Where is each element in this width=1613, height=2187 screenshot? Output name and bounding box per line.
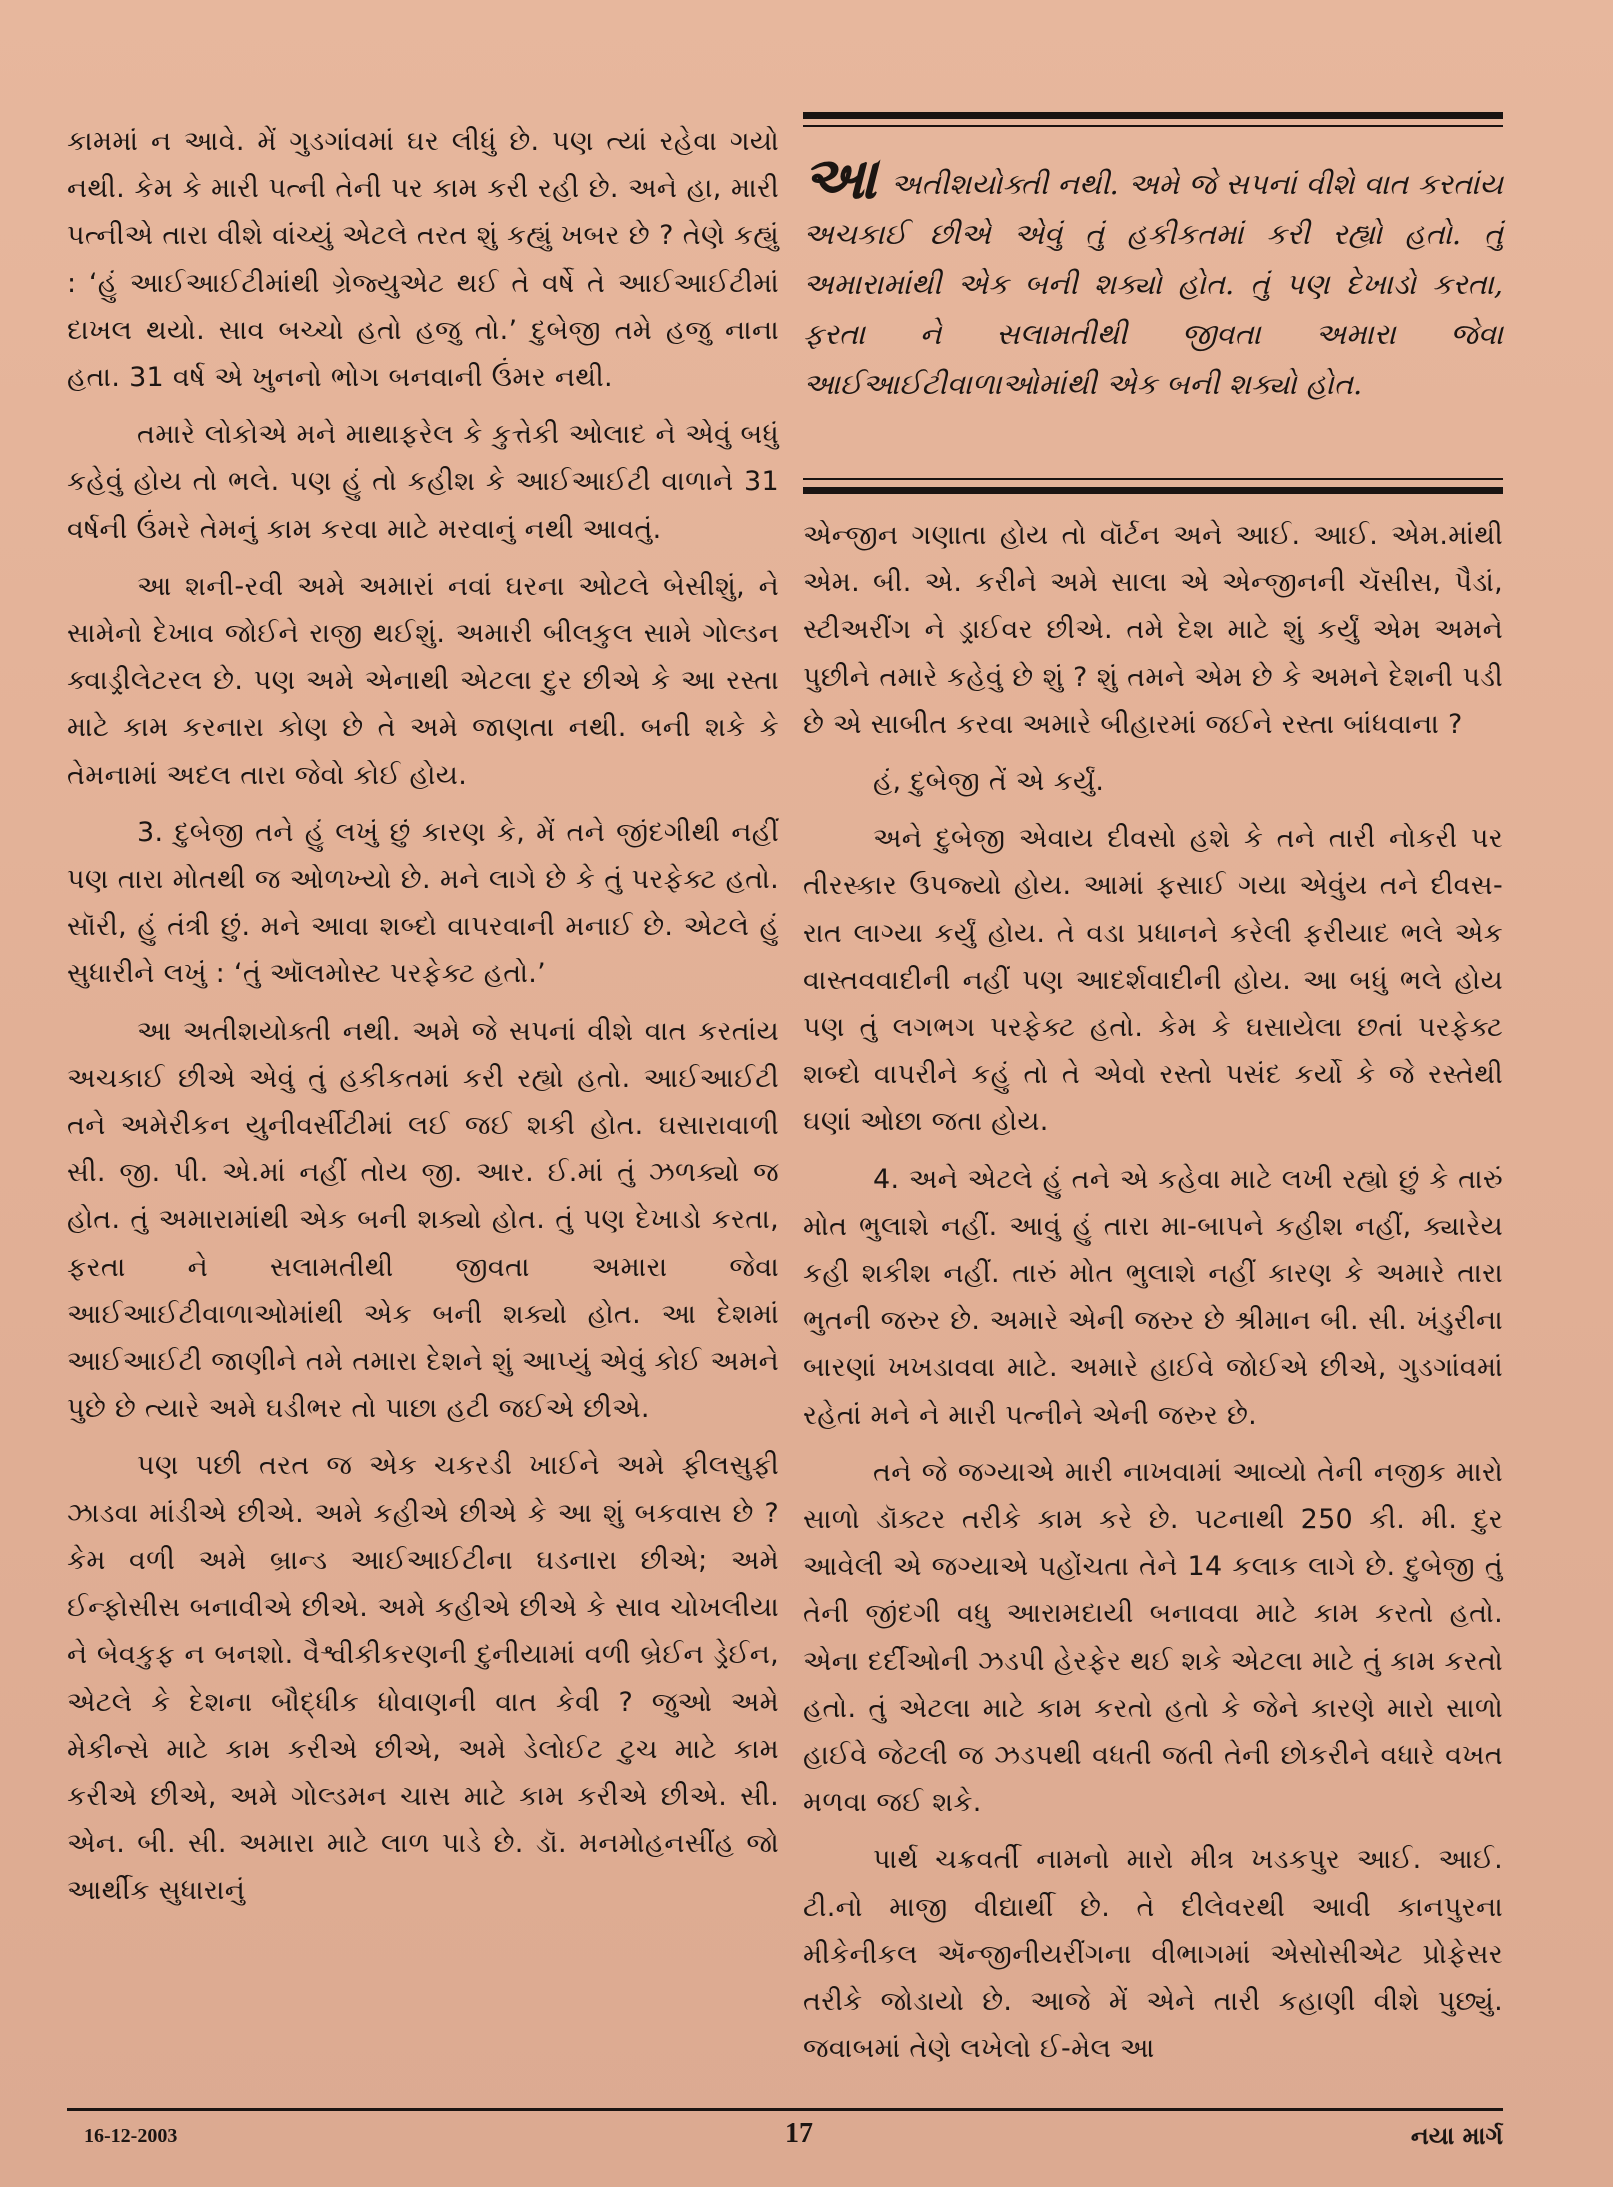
right-paragraph-4: 4. અને એટલે હું તને એ કહેવા માટે લખી રહ્યો છું કે તારું મોત ભુલાશે નહીં. આવું હું તારા મા-બાપને કહીશ નહીં, ક્યારેય કહી શકીશ નહીં. તારું મોત ભુલાશે નહીં કારણ કે અમારે તારા ભુતની જરુર છે. અમારે એની જરુર છે શ્રીમાન બી. સી. ખંડુરીના બારણાં ખખડાવવા માટે. અમારે હાઈવે જોઈએ છીએ, ગુડગાંવમાં રહેતાં મને ને મારી પત્નીને એની જરુર છે. xyxy=(803,1163,1503,1431)
pull-quote-top-thin-rule xyxy=(803,125,1503,127)
page-number: 17 xyxy=(785,2118,813,2149)
right-paragraph-2: હં, દુબેજી તેં એ કર્યું. xyxy=(873,766,1105,798)
footer-rule xyxy=(67,2108,1503,2111)
right-paragraph-5: તને જે જગ્યાએ મારી નાખવામાં આવ્યો તેની નજીક મારો સાળો ડૉક્ટર તરીકે કામ કરે છે. પટનાથી 250 કી. મી. દુર આવેલી એ જગ્યાએ પહોંચતા તેને 14 કલાક લાગે છે. દુબેજી તું તેની જીંદગી વધુ આરામદાયી બનાવવા માટે કામ કરતો હતો. એના દર્દીઓની ઝડપી હેરફેર થઈ શકે એટલા માટે તું કામ કરતો હતો. તું એટલા માટે કામ કરતો હતો કે જેને કારણે મારો સાળો હાઈવે જેટલી જ ઝડપથી વધતી જતી તેની છોકરીને વધારે વખત મળવા જઈ શકે. xyxy=(803,1456,1503,1819)
footer-date: 16-12-2003 xyxy=(84,2125,178,2147)
right-paragraph-3: અને દુબેજી એવાય દીવસો હશે કે તને તારી નોકરી પર તીરસ્કાર ઉપજ્યો હોય. આમાં ફસાઈ ગયા એવુંય તને દીવસ-રાત લાગ્યા કર્યું હોય. તે વડા પ્રધાનને કરેલી ફરીયાદ ભલે એક વાસ્તવવાદીની નહીં પણ આદર્શવાદીની હોય. આ બધું ભલે હોય પણ તું લગભગ પરફેક્ટ હતો. કેમ કે ઘસાયેલા છતાં પરફેક્ટ શબ્દો વાપરીને કહું તો તે એવો રસ્તો પસંદ કર્યો કે જે રસ્તેથી ઘણાં ઓછા જતા હોય. xyxy=(803,823,1503,1138)
right-column xyxy=(803,512,1503,2073)
left-paragraph-5: આ અતીશયોક્તી નથી. અમે જે સપનાં વીશે વાત કરતાંય અચકાઈ છીએ એવું તું હકીકતમાં કરી રહ્યો હતો. આઈઆઈટી તને અમેરીકન યુનીવર્સીટીમાં લઈ જઈ શકી હોત. ઘસારાવાળી સી. જી. પી. એ.માં નહીં તોય જી. આર. ઈ.માં તું ઝળક્યો જ હોત. તું અમારામાંથી એક બની શક્યો હોત. તું પણ દેખાડો કરતા, ફરતા ને સલામતીથી જીવતા અમારા જેવા આઈઆઈટીવાળાઓમાંથી એક બની શક્યો હોત. આ દેશમાં આઈઆઈટી જાણીને તમે તમારા દેશને શું આપ્યું એવું કોઈ અમને પુછે છે ત્યારે અમે ઘડીભર તો પાછા હટી જઈએ છીએ. xyxy=(67,1015,779,1425)
pull-quote-text xyxy=(803,144,1503,409)
magazine-name: નયા માર્ગ xyxy=(1410,2122,1503,2150)
pull-quote-bottom-rule xyxy=(803,487,1503,494)
right-paragraph-6: પાર્થ ચક્રવર્તી નામનો મારો મીત્ર ખડકપુર આઈ. આઈ. ટી.નો માજી વીદ્યાર્થી છે. તે દીલેવરથી આવી કાનપુરના મીકેનીકલ ઍન્જીનીયરીંગના વીભાગમાં એસોસીએટ પ્રોફેસર તરીકે જોડાયો છે. આજે મેં એને તારી કહાણી વીશે પુછ્યું. જવાબમાં તેણે લખેલો ઈ-મેલ આ xyxy=(803,1844,1503,2065)
left-paragraph-1: કામમાં ન આવે. મેં ગુડગાંવમાં ઘર લીધું છે. પણ ત્યાં રહેવા ગયો નથી. કેમ કે મારી પત્ની તેની પર કામ કરી રહી છે. અને હા, મારી પત્નીએ તારા વીશે વાંચ્યું એટલે તરત શું કહ્યું ખબર છે ? તેણે કહ્યું : ‘હું આઈઆઈટીમાંથી ગ્રેજ્યુએટ થઈ તે વર્ષે તે આઈઆઈટીમાં દાખલ થયો. સાવ બચ્ચો હતો હજુ તો.’ દુબેજી તમે હજુ નાના હતા. 31 વર્ષ એ ખુનનો ભોગ બનવાની ઉંમર નથી. xyxy=(67,126,779,394)
pull-quote-top-rule xyxy=(803,112,1503,119)
left-paragraph-4: 3. દુબેજી તને હું લખું છું કારણ કે, મેં તને જીંદગીથી નહીં પણ તારા મોતથી જ ઓળખ્યો છે. મને લાગે છે કે તું પરફેક્ટ હતો. સૉરી, હું તંત્રી છું. મને આવા શબ્દો વાપરવાની મનાઈ છે. એટલે હું સુધારીને લખું : ‘તું ઑલમોસ્ટ પરફેક્ટ હતો.’ xyxy=(67,816,779,990)
left-paragraph-3: આ શની-રવી અમે અમારાં નવાં ઘરના ઓટલે બેસીશું, ને સામેનો દેખાવ જોઈને રાજી થઈશું. અમારી બીલકુલ સામે ગોલ્ડન ક્વાડ્રીલેટરલ છે. પણ અમે એનાથી એટલા દુર છીએ કે આ રસ્તા માટે કામ કરનારા કોણ છે તે અમે જાણતા નથી. બની શકે કે તેમનામાં અદલ તારા જેવો કોઈ હોય. xyxy=(67,570,779,791)
left-paragraph-2: તમારે લોકોએ મને માથાફરેલ કે કુત્તેકી ઓલાદ ને એવું બધું કહેવું હોય તો ભલે. પણ હું તો કહીશ કે આઈઆઈટી વાળાને 31 વર્ષની ઉંમરે તેમનું કામ કરવા માટે મરવાનું નથી આવતું. xyxy=(67,419,779,545)
pull-quote-bottom-thin-rule xyxy=(803,478,1503,480)
pull-quote-box xyxy=(803,112,1503,502)
pull-quote-body: અતીશયોક્તી નથી. અમે જે સપનાં વીશે વાત કરતાંય અચકાઈ છીએ એવું તું હકીકતમાં કરી રહ્યો હતો. તું અમારામાંથી એક બની શક્યો હોત. તું પણ દેખાડો કરતા, ફરતા ને સલામતીથી જીવતા અમારા જેવા આઈઆઈટીવાળાઓમાંથી એક બની શક્યો હોત. xyxy=(803,167,1503,401)
left-column xyxy=(67,118,779,1915)
left-paragraph-6: પણ પછી તરત જ એક ચકરડી ખાઈને અમે ફીલસુફી ઝાડવા માંડીએ છીએ. અમે કહીએ છીએ કે આ શું બકવાસ છે ? કેમ વળી અમે બ્રાન્ડ આઈઆઈટીના ઘડનારા છીએ; અમે ઈન્ફોસીસ બનાવીએ છીએ. અમે કહીએ છીએ કે સાવ ચોખલીયા ને બેવકુફ ન બનશો. વૈશ્વીકીકરણની દુનીયામાં વળી બ્રેઈન ડ્રેઈન, એટલે કે દેશના બૌદ્ધીક ધોવાણની વાત કેવી ? જુઓ અમે મેકીન્સે માટે કામ કરીએ છીએ, અમે ડેલોઈટ ટુચ માટે કામ કરીએ છીએ, અમે ગોલ્ડમન ચાસ માટે કામ કરીએ છીએ. સી. એન. બી. સી. અમારા માટે લાળ પાડે છે. ડૉ. મનમોહનસીંહ જો આર્થીક સુધારાનું xyxy=(67,1450,779,1907)
right-paragraph-1: એન્જીન ગણાતા હોય તો વૉર્ટન અને આઈ. આઈ. એમ.માંથી એમ. બી. એ. કરીને અમે સાલા એ એન્જીનની ચૅસીસ, પૈડાં, સ્ટીઅરીંગ ને ડ્રાઈવર છીએ. તમે દેશ માટે શું કર્યું એમ અમને પુછીને તમારે કહેવું છે શું ? શું તમને એમ છે કે અમને દેશની પડી છે એ સાબીત કરવા અમારે બીહારમાં જઈને રસ્તા બાંધવાના ? xyxy=(803,520,1503,740)
pull-quote-drop-word: આ xyxy=(803,144,877,212)
